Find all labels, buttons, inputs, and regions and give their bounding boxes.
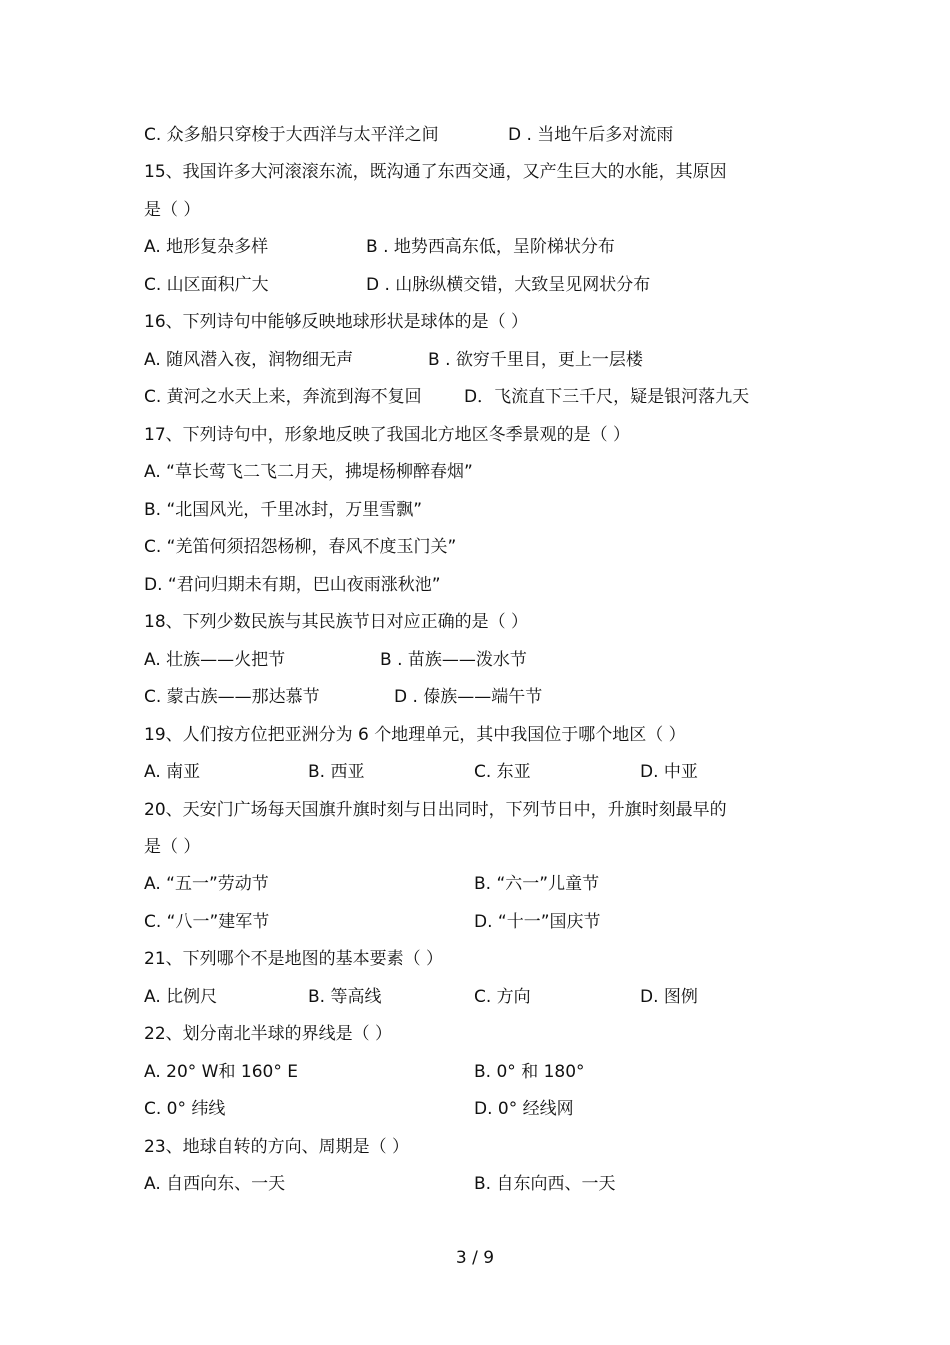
- answer-option: B . 欲穷千里目，更上一层楼: [428, 350, 643, 370]
- answer-option: A. 壮族——火把节: [144, 650, 286, 670]
- answer-option: A. 自西向东、一天: [144, 1174, 286, 1194]
- answer-option: D . 傣族——端午节: [394, 687, 543, 707]
- question-text: 20、天安门广场每天国旗升旗时刻与日出同时，下列节日中，升旗时刻最早的: [144, 800, 727, 820]
- question-text: 是（ ）: [144, 837, 201, 857]
- answer-option: C. 方向: [474, 987, 531, 1007]
- answer-option: C. 蒙古族——那达慕节: [144, 687, 320, 707]
- answer-option: D. 0° 经线网: [474, 1099, 574, 1119]
- answer-option: A. 20° W和 160° E: [144, 1062, 298, 1082]
- question-text: D. “君问归期未有期，巴山夜雨涨秋池”: [144, 575, 441, 595]
- answer-option: D. “十一”国庆节: [474, 912, 601, 932]
- answer-option: D. 图例: [640, 987, 698, 1007]
- answer-option: D. 中亚: [640, 762, 698, 782]
- question-text: 21、下列哪个不是地图的基本要素（ ）: [144, 949, 444, 969]
- answer-option: A. 比例尺: [144, 987, 218, 1007]
- answer-option: C. 东亚: [474, 762, 531, 782]
- question-text: 23、地球自转的方向、周期是（ ）: [144, 1137, 410, 1157]
- answer-option: C. 黄河之水天上来，奔流到海不复回: [144, 387, 422, 407]
- answer-option: B. 自东向西、一天: [474, 1174, 616, 1194]
- answer-option: B. 西亚: [308, 762, 365, 782]
- answer-option: A. 随风潜入夜，润物细无声: [144, 350, 354, 370]
- answer-option: D . 当地午后多对流雨: [508, 125, 674, 145]
- answer-option: D．飞流直下三千尺，疑是银河落九天: [464, 387, 750, 407]
- answer-option: A. 地形复杂多样: [144, 237, 269, 257]
- answer-option: A. 南亚: [144, 762, 201, 782]
- answer-option: C. “八一”建军节: [144, 912, 270, 932]
- answer-option: A. “五一”劳动节: [144, 874, 269, 894]
- answer-option: B . 地势西高东低，呈阶梯状分布: [366, 237, 615, 257]
- question-text: A. “草长莺飞二飞二月天，拂堤杨柳醉春烟”: [144, 462, 473, 482]
- question-text: B. “北国风光，千里冰封，万里雪飘”: [144, 500, 423, 520]
- question-text: 17、下列诗句中，形象地反映了我国北方地区冬季景观的是（ ）: [144, 425, 631, 445]
- answer-option: C. 山区面积广大: [144, 275, 269, 295]
- question-text: 16、下列诗句中能够反映地球形状是球体的是（ ）: [144, 312, 529, 332]
- answer-option: B. 0° 和 180°: [474, 1062, 585, 1082]
- question-text: 19、人们按方位把亚洲分为 6 个地理单元，其中我国位于哪个地区（ ）: [144, 725, 686, 745]
- answer-option: B. 等高线: [308, 987, 382, 1007]
- question-text: 是（ ）: [144, 200, 201, 220]
- answer-option: C. 众多船只穿梭于大西洋与太平洋之间: [144, 125, 439, 145]
- question-text: 22、划分南北半球的界线是（ ）: [144, 1024, 393, 1044]
- answer-option: B . 苗族——泼水节: [380, 650, 527, 670]
- question-text: C. “羌笛何须招怨杨柳，春风不度玉门关”: [144, 537, 457, 557]
- page-number: 3 / 9: [455, 1248, 495, 1268]
- answer-option: C. 0° 纬线: [144, 1099, 226, 1119]
- answer-option: B. “六一”儿童节: [474, 874, 600, 894]
- answer-option: D . 山脉纵横交错，大致呈见网状分布: [366, 275, 651, 295]
- question-text: 15、我国许多大河滚滚东流，既沟通了东西交通，又产生巨大的水能，其原因: [144, 162, 727, 182]
- question-text: 18、下列少数民族与其民族节日对应正确的是（ ）: [144, 612, 529, 632]
